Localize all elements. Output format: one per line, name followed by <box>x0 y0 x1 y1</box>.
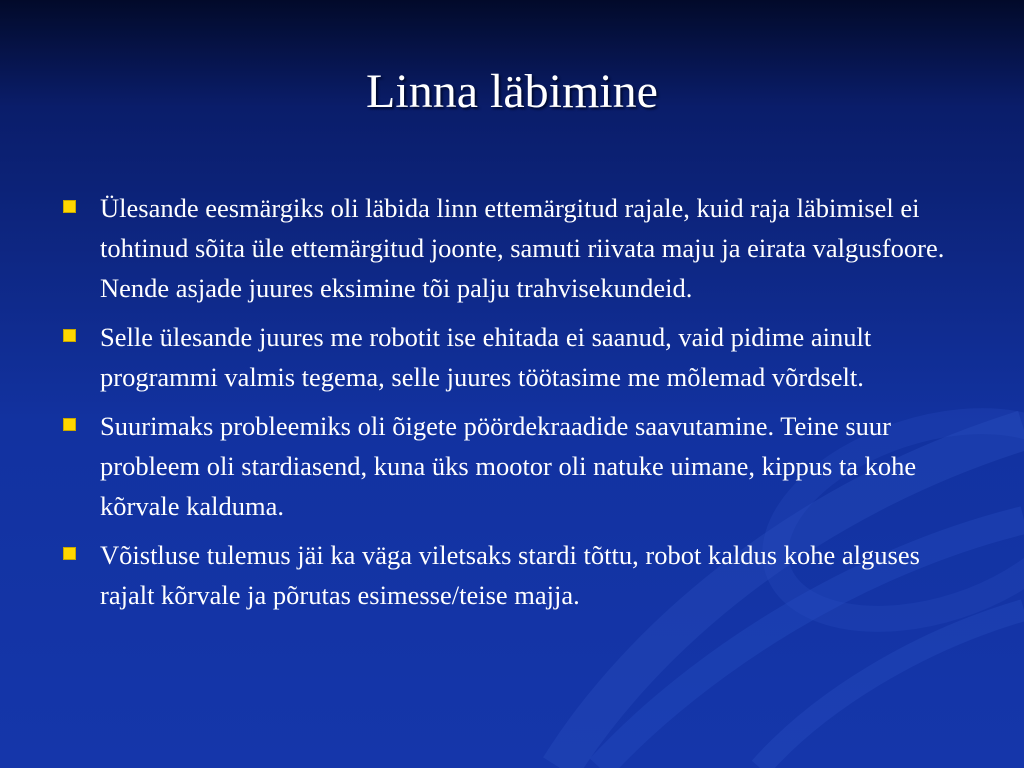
bullet-text: Ülesande eesmärgiks oli läbida linn ettemärgitud rajale, kuid raja läbimisel ei tohtinud sõita üle ettemärgitud joonte, samuti riivata maju ja eirata valgusfoore. Nende asjade juures eksimine tõi palju trahvisekundeid. <box>100 193 945 303</box>
bullet-list <box>60 188 965 624</box>
bullet-text: Suurimaks probleemiks oli õigete pöördekraadide saavutamine. Teine suur probleem oli stardiasend, kuna üks mootor oli natuke uimane, kippus ta kohe kõrvale kalduma. <box>100 411 917 521</box>
square-bullet-icon <box>63 329 76 342</box>
square-bullet-icon <box>63 418 76 431</box>
bullet-text: Selle ülesande juures me robotit ise ehitada ei saanud, vaid pidime ainult programmi valmis tegema, selle juures töötasime me mõlemad võrdselt. <box>100 322 872 392</box>
bullet-item <box>60 406 965 526</box>
bullet-item <box>60 317 965 397</box>
square-bullet-icon <box>63 547 76 560</box>
bullet-item <box>60 535 965 615</box>
square-bullet-icon <box>63 200 76 213</box>
bullet-item <box>60 188 965 308</box>
bullet-text: Võistluse tulemus jäi ka väga viletsaks stardi tõttu, robot kaldus kohe alguses rajalt kõrvale ja põrutas esimesse/teise majja. <box>100 540 920 610</box>
slide-title: Linna läbimine <box>366 65 658 118</box>
